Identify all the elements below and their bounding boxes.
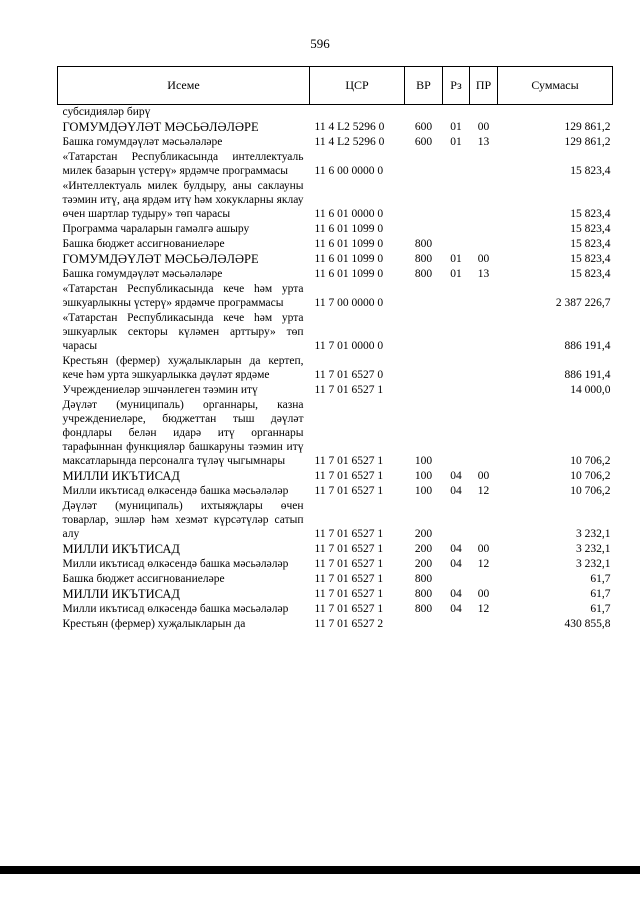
header-rz: Рз <box>443 67 470 105</box>
cell-sum: 15 823,4 <box>570 223 611 235</box>
cell-sum: 15 823,4 <box>570 208 611 220</box>
cell-vr: 100 <box>414 485 433 497</box>
table-row <box>58 484 613 499</box>
cell-sum: 430 855,8 <box>564 618 611 630</box>
cell-sum <box>498 105 613 121</box>
table-row <box>58 105 613 121</box>
cell-csr: 11 7 01 6527 2 <box>314 618 384 630</box>
cell-pr <box>470 150 498 179</box>
table-row <box>58 120 613 135</box>
cell-sum: 15 823,4 <box>570 165 611 177</box>
cell-sum: 886 191,4 <box>564 340 611 352</box>
cell-name: ГОМУМДӘҮЛӘТ МӘСЬӘЛӘЛӘРЕ <box>62 120 259 134</box>
cell-pr <box>470 383 498 398</box>
header-pr: ПР <box>470 67 498 105</box>
cell-pr: 13 <box>477 136 490 148</box>
cell-rz: 04 <box>450 485 462 497</box>
cell-pr: 00 <box>477 121 490 133</box>
cell-rz: 01 <box>450 121 462 133</box>
cell-csr: 11 6 01 0000 0 <box>314 208 384 220</box>
cell-csr: 11 7 01 6527 1 <box>314 455 384 467</box>
cell-sum: 3 232,1 <box>576 528 611 540</box>
cell-vr: 600 <box>414 121 433 133</box>
cell-csr <box>310 105 405 121</box>
cell-pr: 12 <box>477 558 490 570</box>
cell-vr: 800 <box>414 253 433 265</box>
cell-csr: 11 4 L2 5296 0 <box>314 136 385 148</box>
cell-csr: 11 7 01 6527 1 <box>314 384 384 396</box>
cell-pr <box>470 572 498 587</box>
cell-sum: 15 823,4 <box>570 253 611 265</box>
cell-rz <box>443 383 470 398</box>
cell-pr <box>470 179 498 222</box>
cell-csr: 11 6 01 1099 0 <box>314 268 384 280</box>
cell-sum: 129 861,2 <box>564 121 611 133</box>
cell-name: Крестьян (фермер) хуҗалыкларын да <box>62 618 246 630</box>
table-row <box>58 469 613 484</box>
cell-csr: 11 7 01 6527 1 <box>314 603 384 615</box>
cell-name: Дәүләт (муниципаль) органнары, казна учреждениеләре, бюджеттан тыш дәүләт фондлары белән идарә итү органнары тарафыннан функцияләр башкаруны тәэмин итү максатларында персоналга түләү чыгымнары <box>62 399 304 467</box>
cell-rz <box>443 150 470 179</box>
cell-pr <box>470 282 498 311</box>
table-row <box>58 150 613 179</box>
cell-sum: 10 706,2 <box>570 485 611 497</box>
cell-rz <box>443 222 470 237</box>
cell-pr: 00 <box>477 470 490 482</box>
cell-pr: 12 <box>477 485 490 497</box>
cell-csr: 11 7 00 0000 0 <box>314 297 384 309</box>
cell-csr: 11 4 L2 5296 0 <box>314 121 385 133</box>
cell-rz <box>443 499 470 542</box>
cell-rz: 01 <box>450 268 462 280</box>
cell-rz: 04 <box>450 588 462 600</box>
cell-rz: 04 <box>450 470 462 482</box>
cell-csr: 11 7 01 6527 0 <box>314 369 384 381</box>
cell-csr: 11 6 01 1099 0 <box>314 223 384 235</box>
cell-csr: 11 7 01 6527 1 <box>314 588 384 600</box>
cell-sum: 10 706,2 <box>570 470 611 482</box>
cell-name: МИЛЛИ ИКЪТИСАД <box>62 469 180 483</box>
cell-csr: 11 7 01 6527 1 <box>314 485 384 497</box>
cell-vr <box>405 282 443 311</box>
cell-pr <box>470 617 498 632</box>
cell-pr: 13 <box>477 268 490 280</box>
cell-rz <box>443 282 470 311</box>
cell-csr: 11 7 01 0000 0 <box>314 340 384 352</box>
table-row <box>58 499 613 542</box>
table-body <box>58 105 613 633</box>
cell-rz <box>443 617 470 632</box>
cell-sum: 61,7 <box>590 573 611 585</box>
header-name: Исеме <box>58 67 310 105</box>
table-row <box>58 237 613 252</box>
cell-vr: 100 <box>414 455 433 467</box>
cell-vr: 800 <box>414 238 433 250</box>
cell-pr <box>470 105 498 121</box>
cell-csr: 11 7 01 6527 1 <box>314 543 384 555</box>
cell-pr: 00 <box>477 253 490 265</box>
cell-csr: 11 6 01 1099 0 <box>314 253 384 265</box>
cell-name: МИЛЛИ ИКЪТИСАД <box>62 587 180 601</box>
cell-sum: 14 000,0 <box>570 384 611 396</box>
cell-pr <box>470 237 498 252</box>
table-row <box>58 282 613 311</box>
table-row <box>58 354 613 383</box>
cell-rz <box>443 354 470 383</box>
cell-name: Крестьян (фермер) хуҗалыкларын да кертеп, кече һәм урта эшкуарлыкка дәүләт ярдәме <box>62 355 304 381</box>
header-sum: Суммасы <box>498 67 613 105</box>
cell-name: Дәүләт (муниципаль) ихтыяҗлары өчен товарлар, эшләр һәм хезмәт күрсәтүләр сатып алу <box>62 500 304 540</box>
cell-csr: 11 7 01 6527 1 <box>314 573 384 585</box>
cell-name: МИЛЛИ ИКЪТИСАД <box>62 542 180 556</box>
cell-csr: 11 7 01 6527 1 <box>314 470 384 482</box>
cell-vr: 600 <box>414 136 433 148</box>
cell-csr: 11 6 01 1099 0 <box>314 238 384 250</box>
cell-name: Милли икътисад өлкәсендә башка мәсьәләләр <box>62 485 289 497</box>
table-row <box>58 617 613 632</box>
cell-sum: 3 232,1 <box>576 558 611 570</box>
cell-sum: 2 387 226,7 <box>555 297 611 309</box>
table-row <box>58 587 613 602</box>
cell-pr <box>470 311 498 354</box>
cell-vr: 200 <box>414 543 433 555</box>
table-row <box>58 267 613 282</box>
cell-pr <box>470 499 498 542</box>
cell-vr: 800 <box>414 603 433 615</box>
cell-csr: 11 6 00 0000 0 <box>314 165 384 177</box>
cell-pr: 00 <box>477 543 490 555</box>
cell-vr <box>405 354 443 383</box>
cell-rz <box>443 398 470 469</box>
table-row <box>58 398 613 469</box>
cell-rz <box>443 572 470 587</box>
cell-name: Башка бюджет ассигнованиеләре <box>62 238 225 250</box>
cell-pr <box>470 222 498 237</box>
table-row <box>58 252 613 267</box>
cell-rz: 04 <box>450 603 462 615</box>
table-row <box>58 222 613 237</box>
table-row <box>58 542 613 557</box>
cell-pr: 12 <box>477 603 490 615</box>
cell-csr: 11 7 01 6527 1 <box>314 558 384 570</box>
cell-sum: 61,7 <box>590 588 611 600</box>
cell-name: ГОМУМДӘҮЛӘТ МӘСЬӘЛӘЛӘРЕ <box>62 252 259 266</box>
cell-csr: 11 7 01 6527 1 <box>314 528 384 540</box>
cell-rz: 04 <box>450 558 462 570</box>
cell-name: «Татарстан Республикасында кече һәм урта эшкуарлык секторы күләмен арттыру» төп чарасы <box>62 312 304 352</box>
cell-vr: 800 <box>414 573 433 585</box>
cell-name: Программа чараларын гамәлгә ашыру <box>62 223 250 235</box>
cell-vr <box>405 222 443 237</box>
cell-vr <box>405 105 443 121</box>
cell-name: Милли икътисад өлкәсендә башка мәсьәләләр <box>62 558 289 570</box>
cell-vr <box>405 179 443 222</box>
header-csr: ЦСР <box>310 67 405 105</box>
cell-name: «Татарстан Республикасында интеллектуаль милек базарын үстерү» ярдәмче программасы <box>62 151 304 177</box>
table-row <box>58 383 613 398</box>
table-row <box>58 179 613 222</box>
table-row <box>58 602 613 617</box>
cell-sum: 886 191,4 <box>564 369 611 381</box>
cell-vr: 800 <box>414 588 433 600</box>
cell-sum: 129 861,2 <box>564 136 611 148</box>
cell-rz <box>443 179 470 222</box>
table-row <box>58 572 613 587</box>
cell-name: Милли икътисад өлкәсендә башка мәсьәләләр <box>62 603 289 615</box>
table-row <box>58 311 613 354</box>
cell-pr <box>470 354 498 383</box>
cell-sum: 10 706,2 <box>570 455 611 467</box>
cell-sum: 61,7 <box>590 603 611 615</box>
budget-table <box>57 66 613 632</box>
cell-rz <box>443 237 470 252</box>
cell-vr <box>405 383 443 398</box>
cell-name: «Интеллектуаль милек булдыру, аны саклауны тәэмин итү, аңа ярдәм итү һәм хокукларны яклау өчен шартлар тудыру» төп чарасы <box>62 180 304 220</box>
cell-sum: 3 232,1 <box>576 543 611 555</box>
cell-pr: 00 <box>477 588 490 600</box>
cell-vr: 200 <box>414 558 433 570</box>
cell-rz: 01 <box>450 136 462 148</box>
cell-vr <box>405 150 443 179</box>
cell-vr <box>405 311 443 354</box>
cell-rz: 01 <box>450 253 462 265</box>
header-vr: ВР <box>405 67 443 105</box>
cell-vr: 100 <box>414 470 433 482</box>
cell-name: Башка бюджет ассигнованиеләре <box>62 573 225 585</box>
table-row <box>58 557 613 572</box>
cell-name: Башка гомумдәүләт мәсьәләләре <box>62 136 223 148</box>
cell-vr <box>405 617 443 632</box>
page-number: 596 <box>310 36 330 51</box>
cell-name: Учреждениеләр эшчәнлеген тәэмин итү <box>62 384 258 396</box>
cell-rz: 04 <box>450 543 462 555</box>
cell-vr: 800 <box>414 268 433 280</box>
cell-rz <box>443 105 470 121</box>
cell-name: субсидияләр бирү <box>62 106 151 118</box>
cell-name: «Татарстан Республикасында кече һәм урта эшкуарлыкны үстерү» ярдәмче программасы <box>62 283 304 309</box>
cell-sum: 15 823,4 <box>570 238 611 250</box>
cell-sum: 15 823,4 <box>570 268 611 280</box>
table-row <box>58 135 613 150</box>
table-header-row <box>58 67 613 105</box>
cell-name: Башка гомумдәүләт мәсьәләләре <box>62 268 223 280</box>
bottom-scan-border <box>0 866 640 874</box>
cell-pr <box>470 398 498 469</box>
cell-rz <box>443 311 470 354</box>
cell-vr: 200 <box>414 528 433 540</box>
